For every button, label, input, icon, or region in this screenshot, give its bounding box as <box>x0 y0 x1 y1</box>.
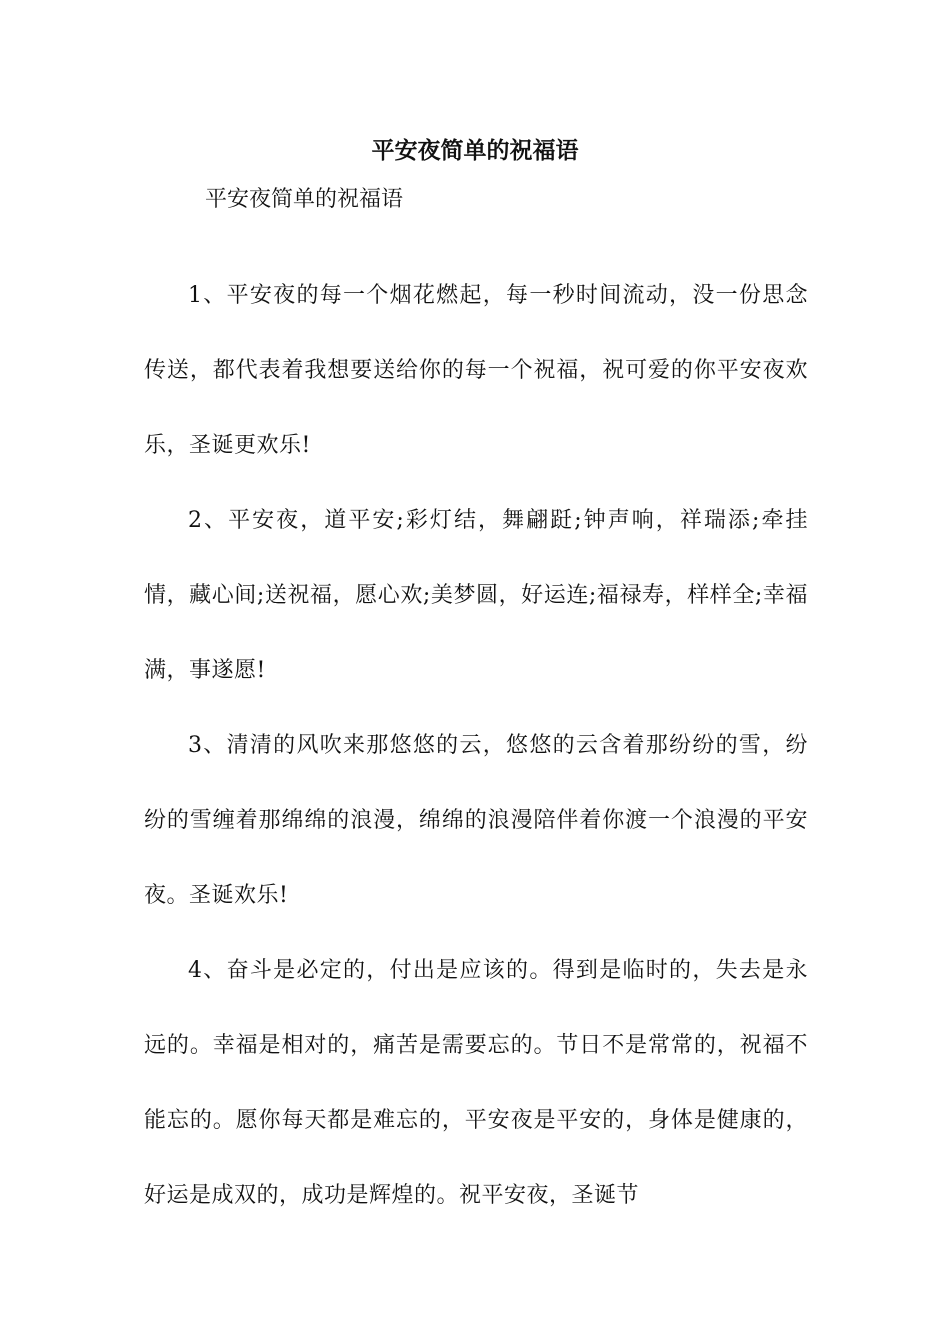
paragraph-2: 2、平安夜，道平安;彩灯结，舞翩跹;钟声响，祥瑞添;牵挂情，藏心间;送祝福，愿心欢;美梦圆，好运连;福禄寿，样样全;幸福满，事遂愿! <box>144 508 808 683</box>
paragraph-3: 3、清清的风吹来那悠悠的云，悠悠的云含着那纷纷的雪，纷纷的雪缠着那绵绵的浪漫，绵绵的浪漫陪伴着你渡一个浪漫的平安夜。圣诞欢乐! <box>144 733 808 908</box>
paragraph-1: 1、平安夜的每一个烟花燃起，每一秒时间流动，没一份思念传送，都代表着我想要送给你的每一个祝福，祝可爱的你平安夜欢乐，圣诞更欢乐! <box>144 283 808 458</box>
document-title: 平安夜简单的祝福语 <box>371 137 579 164</box>
document-body <box>144 258 808 1233</box>
paragraph-4: 4、奋斗是必定的，付出是应该的。得到是临时的，失去是永远的。幸福是相对的，痛苦是需要忘的。节日不是常常的，祝福不能忘的。愿你每天都是难忘的，平安夜是平安的，身体是健康的，好运是成双的，成功是辉煌的。祝平安夜，圣诞节 <box>144 958 808 1208</box>
document-subtitle: 平安夜简单的祝福语 <box>205 187 404 212</box>
